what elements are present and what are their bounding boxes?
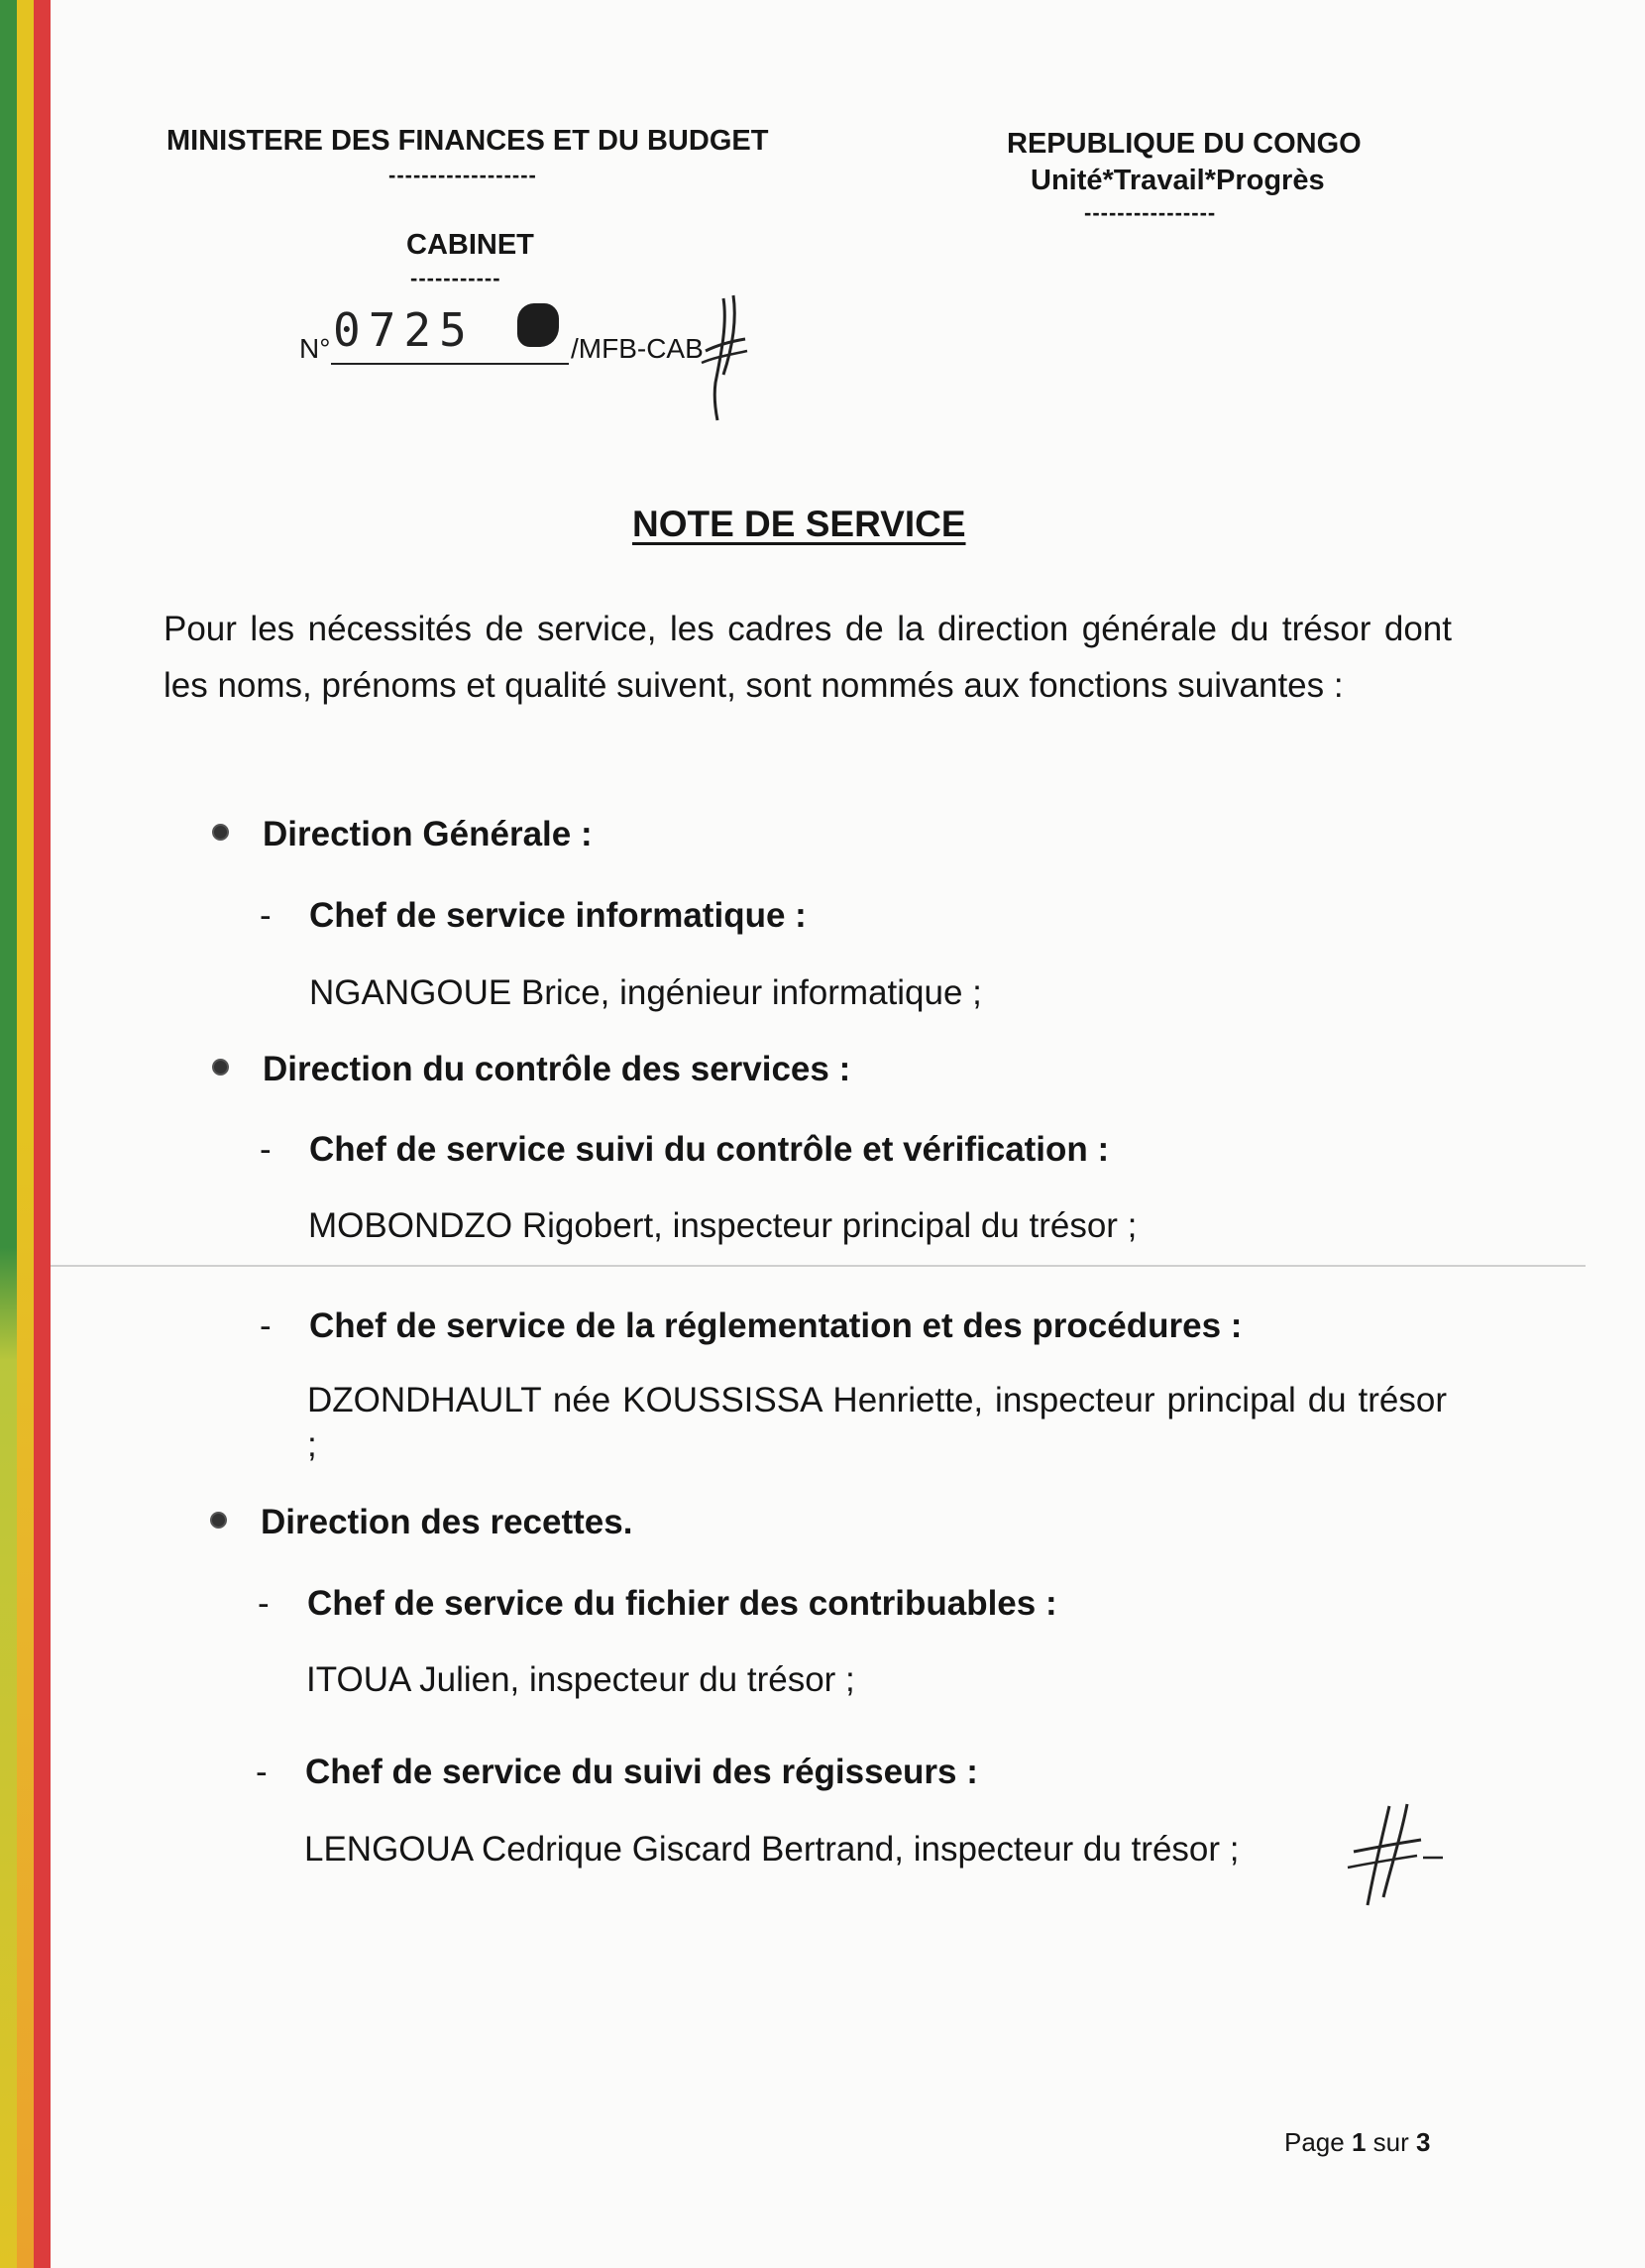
post-holder: MOBONDZO Rigobert, inspecteur principal du trésor ; [308, 1206, 1138, 1245]
page-total: 3 [1416, 2127, 1431, 2157]
post-role: - Chef de service du suivi des régisseurs : [256, 1753, 978, 1791]
section-heading [212, 1050, 850, 1089]
ministry-rule: ------------------ [388, 163, 537, 187]
reference-underline [331, 363, 569, 365]
section-heading [210, 1503, 632, 1542]
initials-signature-top [694, 293, 753, 422]
flag-stripe-yellow [17, 0, 34, 2268]
republic-rule: ---------------- [1084, 200, 1217, 225]
bullet-icon [212, 824, 229, 841]
post-role-text: Chef de service de la réglementation et des procédures : [309, 1306, 1243, 1345]
section-heading-text: Direction des recettes. [261, 1503, 633, 1541]
page-of: sur [1372, 2127, 1409, 2157]
post-holder: ITOUA Julien, inspecteur du trésor ; [306, 1660, 855, 1699]
republic-name: REPUBLIQUE DU CONGO [1007, 128, 1362, 160]
stamp-blot [517, 303, 559, 347]
initials-signature-bottom [1344, 1802, 1453, 1911]
post-holder: NGANGOUE Brice, ingénieur informatique ; [309, 973, 982, 1012]
cabinet-label: CABINET [406, 229, 534, 261]
section-heading-text: Direction Générale : [263, 815, 593, 853]
republic-motto: Unité*Travail*Progrès [1031, 165, 1325, 196]
post-role-text: Chef de service du fichier des contribuables : [307, 1584, 1057, 1623]
section-heading-text: Direction du contrôle des services : [263, 1050, 851, 1088]
bullet-icon [212, 1059, 229, 1076]
post-role: - Chef de service du fichier des contribuables : [258, 1584, 1057, 1623]
post-role-text: Chef de service informatique : [309, 896, 807, 935]
intro-paragraph: Pour les nécessités de service, les cadres de la direction générale du trésor dont les noms, prénoms et qualité suivent, sont nommés aux fonctions suivantes : [164, 610, 1452, 705]
bullet-icon [210, 1512, 227, 1529]
reference-suffix: /MFB-CAB [571, 333, 704, 364]
flag-stripe-red [34, 0, 51, 2268]
post-holder: DZONDHAULT née KOUSSISSA Henriette, inspecteur principal du trésor ; [307, 1381, 1447, 1464]
flag-stripe-green [0, 0, 17, 2268]
document-title: NOTE DE SERVICE [632, 504, 966, 544]
post-role-text: Chef de service du suivi des régisseurs : [305, 1753, 978, 1791]
reference-number: 0725 [333, 303, 475, 357]
reference-prefix: N° [299, 333, 331, 364]
page-fold-line [51, 1265, 1586, 1267]
post-holder: LENGOUA Cedrique Giscard Bertrand, inspecteur du trésor ; [304, 1830, 1240, 1869]
ministry-name: MINISTERE DES FINANCES ET DU BUDGET [166, 125, 769, 157]
page-current: 1 [1351, 2127, 1367, 2157]
post-role-text: Chef de service suivi du contrôle et vérification : [309, 1130, 1110, 1169]
post-role: - Chef de service de la réglementation et des procédures : [260, 1306, 1243, 1345]
page-number [1284, 2127, 1431, 2158]
section-heading [212, 815, 593, 854]
cabinet-rule: ----------- [410, 266, 501, 290]
post-role: - Chef de service informatique : [260, 896, 807, 935]
page-word: Page [1284, 2127, 1345, 2157]
post-role: - Chef de service suivi du contrôle et vérification : [260, 1130, 1110, 1169]
